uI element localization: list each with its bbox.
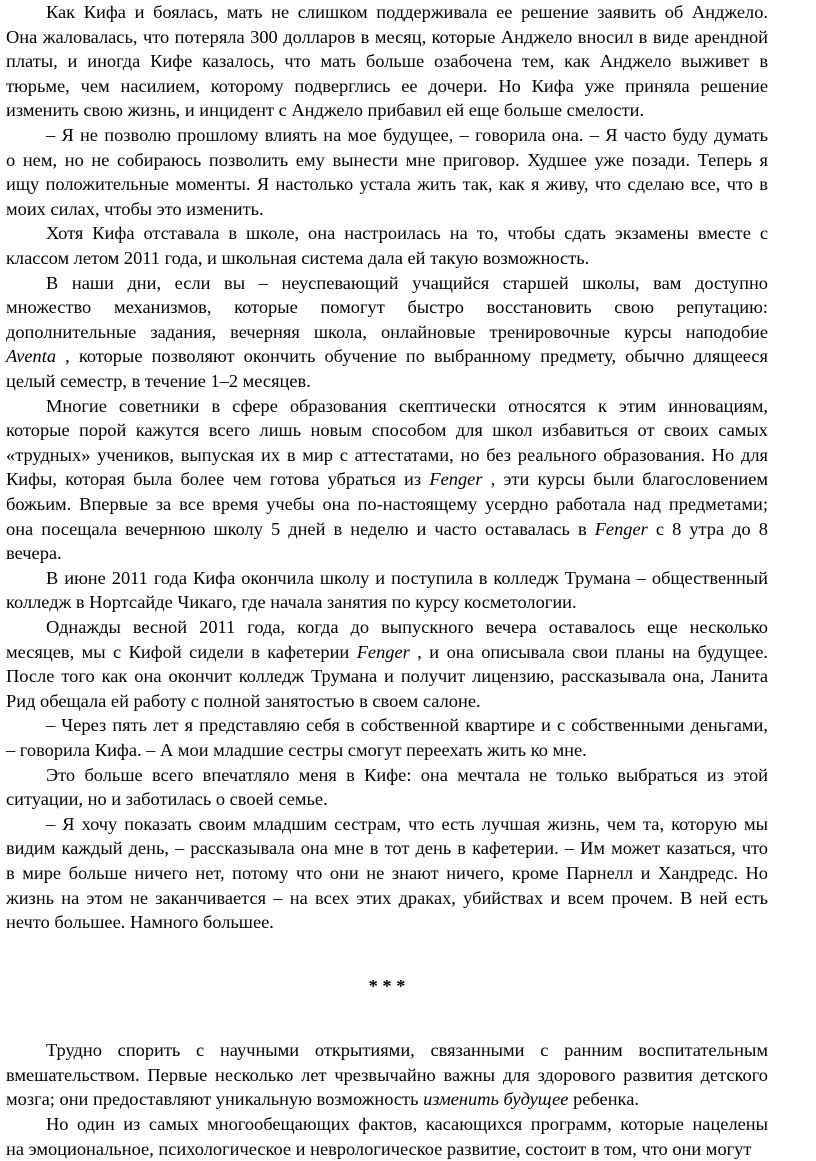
- text-run: Рид обещала ей работу с полной занятостью в своем салоне.: [6, 690, 481, 711]
- italic-text: изменить будущее: [423, 1089, 569, 1110]
- text-run: Кифы, которая была более чем готова убраться из: [6, 469, 430, 490]
- paragraph-line: [46, 1038, 768, 1063]
- text-run: месяцев, мы с Кифой сидели в кафетерии: [6, 641, 357, 662]
- text-run: классом летом 2011 года, и школьная система дала ей такую возможность.: [6, 248, 590, 268]
- text-run: целый семестр, в течение 1–2 месяцев.: [6, 371, 311, 391]
- text-run: Как Кифа и боялась, мать не слишком поддерживала ее решение заявить об Анджело.: [46, 2, 768, 22]
- paragraph-line: [6, 172, 768, 197]
- text-run: платы, и иногда Кифе казалось, что мать больше озабочена тем, как Анджело выживет в: [6, 51, 768, 72]
- paragraph-line: [6, 49, 768, 74]
- paragraph-line: [6, 1137, 768, 1161]
- paragraph-line: [6, 197, 768, 222]
- text-run: в мире больше ничего нет, потому что они не знают ничего, кроме Парнелл и Хандредс. Но: [6, 863, 768, 883]
- text-run: о нем, но не собираюсь позволить ему вынести мне приговор. Худшее уже позади. Теперь я: [6, 149, 768, 170]
- paragraph-line: [46, 763, 768, 788]
- text-run: жизнь на этом не заканчивается – на всех этих драках, убийствах и всем прочем. В ней есть: [6, 887, 768, 908]
- paragraph-line: [46, 812, 768, 837]
- text-run: ситуации, но и заботилась о своей семье.: [6, 789, 328, 810]
- italic-text: Fenger: [356, 641, 410, 662]
- paragraph-line: [6, 418, 768, 443]
- text-run: вечера.: [6, 543, 62, 564]
- paragraph-line: [6, 738, 768, 763]
- paragraph-line: [6, 664, 768, 689]
- paragraph-line: [6, 492, 768, 517]
- text-run: – Я не позволю прошлому влиять на мое будущее, – говорила она. – Я часто буду думать: [46, 125, 768, 145]
- text-run: она посещала вечернюю школу 5 дней в неделю и часто оставалась в: [6, 518, 595, 539]
- paragraph-line: [6, 886, 768, 911]
- paragraph-line: [6, 1063, 768, 1088]
- italic-text: Fenger: [594, 518, 648, 539]
- text-run: Однажды весной 2011 года, когда до выпускного вечера оставалось еще несколько: [46, 617, 768, 637]
- paragraph-line: [6, 467, 768, 492]
- section-separator: [6, 974, 768, 999]
- text-run: колледж в Нортсайде Чикаго, где начала занятия по курсу косметологии.: [6, 592, 577, 613]
- italic-text: Aventa: [6, 346, 57, 367]
- italic-text: Fenger: [429, 469, 483, 490]
- paragraph-line: [46, 566, 768, 591]
- text-run: – Через пять лет я представляю себя в собственной квартире и с собственными деньгами,: [46, 715, 768, 736]
- paragraph-line: [46, 123, 768, 148]
- text-run: на эмоциональное, психологическое и неврологическое развитие, состоит в том, что они могут: [6, 1138, 752, 1159]
- text-run: , и она описывала свои планы на будущее.: [409, 641, 768, 662]
- paragraph-line: [6, 541, 768, 566]
- text-run: , которые позволяют окончить обучение по выбранному предмету, обычно длящееся: [56, 346, 768, 367]
- text-run: Хотя Кифа отставала в школе, она настроилась на то, чтобы сдать экзамены вместе с: [46, 223, 768, 244]
- paragraph-line: [46, 394, 768, 419]
- text-run: Она жаловалась, что потеряла 300 долларов в месяц, которые Анджело вносил в виде арендной: [6, 26, 768, 47]
- paragraph-line: [46, 271, 768, 296]
- paragraph-line: [6, 369, 768, 394]
- paragraph-line: [6, 787, 768, 812]
- paragraph-line: [6, 836, 768, 861]
- paragraph-line: [46, 1112, 768, 1137]
- text-run: видим каждый день, – рассказывала она мне в тот день в кафетерии. – Им может казаться, что: [6, 838, 768, 859]
- text-run: Это больше всего впечатляло меня в Кифе: она мечтала не только выбраться из этой: [46, 764, 768, 785]
- text-run: – Я хочу показать своим младшим сестрам, что есть лучшая жизнь, чем та, которую мы: [46, 813, 768, 834]
- text-run: дополнительные задания, вечерняя школа, онлайновые тренировочные курсы наподобие: [6, 321, 768, 342]
- text-run: ребенка.: [568, 1089, 639, 1110]
- text-run: нечто большее. Намного большее.: [6, 912, 274, 933]
- text-run: В июне 2011 года Кифа окончила школу и поступила в колледж Трумана – общественный: [46, 567, 768, 588]
- text-run: – говорила Кифа. – А мои младшие сестры смогут переехать жить ко мне.: [6, 740, 587, 760]
- text-run: «трудных» учеников, выпуская их в мир с аттестатами, но без реального образования. Но для: [6, 444, 768, 465]
- text-run: После того как она окончит колледж Трумана и получит лицензию, рассказывала она, Ланита: [6, 666, 768, 687]
- paragraph-line: [6, 443, 768, 468]
- text-run: Многие советники в сфере образования скептически относятся к этим инновациям,: [46, 395, 768, 416]
- paragraph-line: [6, 246, 768, 271]
- text-run: , эти курсы были благословением: [482, 469, 768, 490]
- text-run: ищу положительные моменты. Я настолько устала жить так, как я живу, что сделаю все, что в: [6, 174, 768, 195]
- paragraph-line: [6, 861, 768, 886]
- text-run: Но один из самых многообещающих фактов, касающихся программ, которые нацелены: [46, 1113, 768, 1134]
- text-run: моих силах, чтобы это изменить.: [6, 198, 264, 219]
- text-run: В наши дни, если вы – неуспевающий учащийся старшей школы, вам доступно: [46, 272, 768, 293]
- paragraph-line: [46, 713, 768, 738]
- paragraph-line: [6, 689, 768, 714]
- text-run: мозга; они предоставляют уникальную возможность: [6, 1089, 424, 1110]
- text-run: тюрьме, чем насилием, которому подверглись ее дочери. Но Кифа уже приняла решение: [6, 75, 768, 96]
- paragraph-line: [6, 74, 768, 99]
- paragraph-line: [6, 25, 768, 50]
- paragraph-line: [6, 517, 768, 542]
- paragraph-line: [46, 221, 768, 246]
- paragraph-line: [6, 344, 768, 369]
- paragraph-line: [6, 640, 768, 665]
- text-run: которые порой кажутся всего лишь новым способом для школ избавиться от своих самых: [6, 420, 768, 441]
- text-run: изменить свою жизнь, и инцидент с Анджело прибавил ей еще больше смелости.: [6, 100, 645, 121]
- paragraph-line: [6, 148, 768, 173]
- text-run: божьим. Впервые за все время учебы она по-настоящему усердно работала над предметами;: [6, 494, 768, 514]
- paragraph-line: [6, 1087, 768, 1112]
- paragraph-line: [6, 295, 768, 320]
- paragraph-line: [46, 0, 768, 25]
- paragraph-line: [46, 615, 768, 640]
- text-run: вмешательством. Первые несколько лет чрезвычайно важны для здорового развития детского: [6, 1064, 768, 1085]
- paragraph-line: [6, 320, 768, 345]
- paragraph-line: [6, 98, 768, 123]
- text-run: * * *: [368, 976, 406, 997]
- text-run: множество механизмов, которые помогут быстро восстановить свою репутацию:: [6, 297, 768, 318]
- text-run: с 8 утра до 8: [647, 518, 768, 539]
- text-run: Трудно спорить с научными открытиями, связанными с ранним воспитательным: [46, 1040, 768, 1061]
- paragraph-line: [6, 590, 768, 615]
- paragraph-line: [6, 910, 768, 935]
